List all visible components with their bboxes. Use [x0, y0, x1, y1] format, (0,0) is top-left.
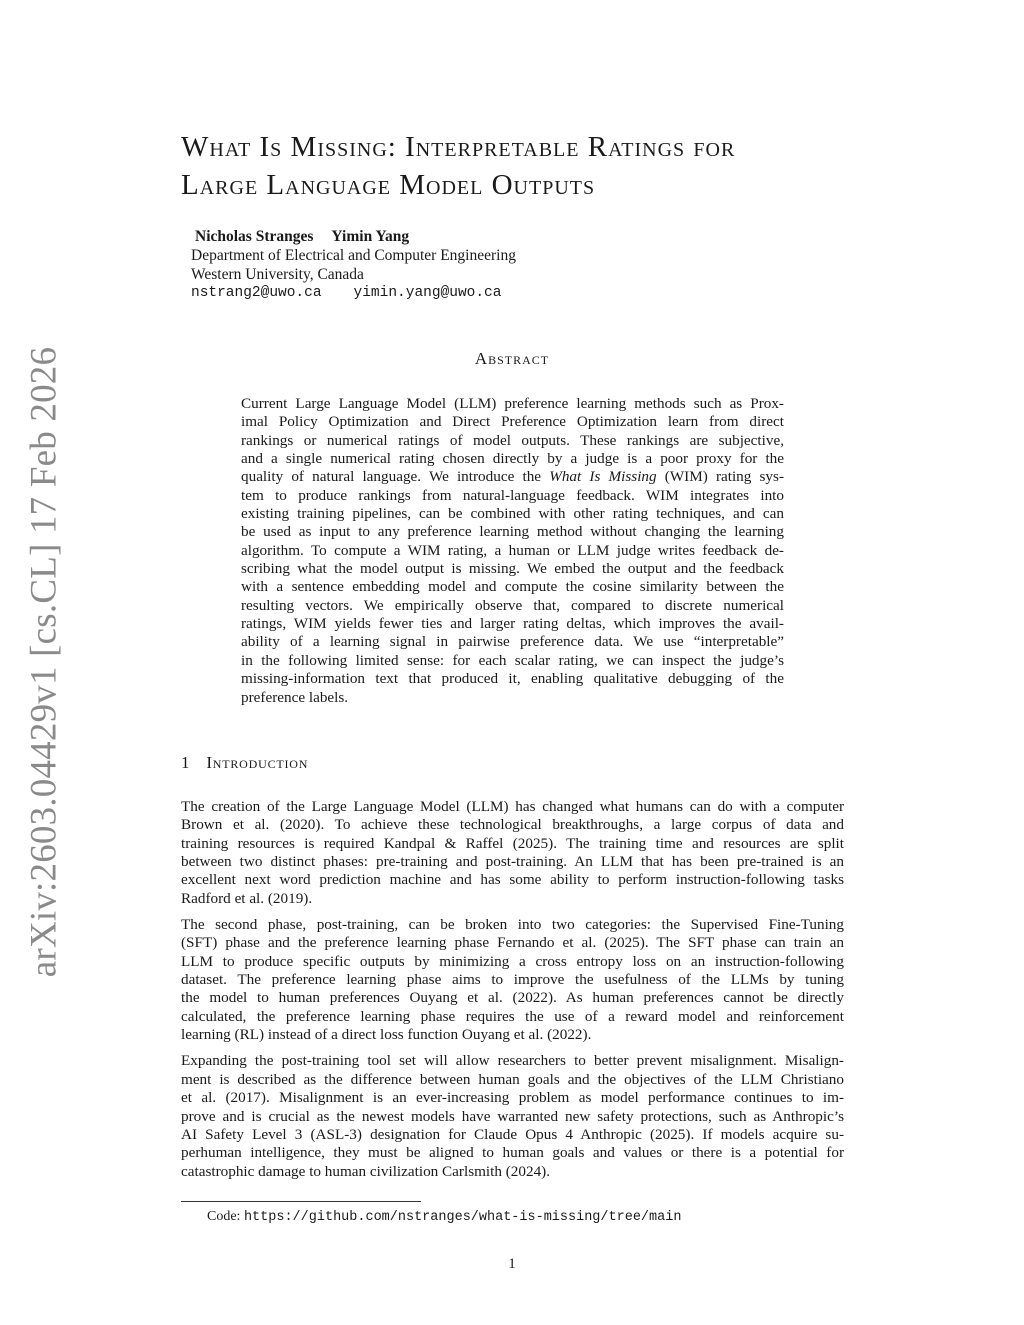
author-name: Yimin Yang	[331, 228, 410, 245]
section-heading	[181, 753, 308, 773]
paragraph	[181, 1052, 844, 1180]
paragraph-line: The creation of the Large Language Model (LLM) has changed what humans can do with a computer	[181, 798, 844, 815]
author-names	[195, 227, 516, 246]
page-number: 1	[508, 1256, 516, 1272]
paragraph-line: catastrophic damage to human civilization Carlsmith (2024).	[181, 1162, 551, 1180]
abstract-line: in the following limited sense: for each scalar rating, we can inspect the judge’s	[241, 651, 784, 669]
abstract-text: quality of natural language. We introduce the	[241, 468, 542, 486]
abstract-line: imal Policy Optimization and Direct Preference Optimization learn from direct	[241, 413, 784, 431]
paragraph	[181, 798, 844, 908]
paragraph	[181, 916, 844, 1044]
paragraph-line: (SFT) phase and the preference learning phase Fernando et al. (2025). The SFT phase can train an	[181, 934, 844, 952]
paragraph-line: ment is described as the difference between human goals and the objectives of the LLM Christiano	[181, 1070, 844, 1088]
abstract-line: resulting vectors. We empirically observe that, compared to discrete numerical	[241, 596, 784, 614]
abstract-line: be used as input to any preference learning method without changing the learning	[241, 523, 784, 541]
paragraph-line: learning (RL) instead of a direct loss function Ouyang et al. (2022).	[181, 1026, 592, 1044]
paragraph-line: prove and is crucial as the newest models have warranted new safety protections, such as Anthropic’s	[181, 1107, 844, 1125]
abstract-text: (WIM) rating sys-	[664, 468, 784, 486]
abstract-line: ability of a learning signal in pairwise preference data. We use “interpretable”	[241, 633, 784, 651]
author-institution: Western University, Canada	[191, 266, 364, 283]
paragraph-line: Expanding the post-training tool set will allow researchers to better prevent misalignment. Misalign-	[181, 1052, 844, 1070]
paragraph-line: Radford et al. (2019).	[181, 889, 313, 907]
abstract-line: missing-information text that produced it, enabling qualitative debugging of the	[241, 670, 784, 688]
abstract-line: and a single numerical rating chosen directly by a judge is a poor proxy for the	[241, 450, 784, 468]
paper-title	[181, 128, 851, 204]
title-line-1: What Is Missing: Interpretable Ratings for	[181, 131, 736, 163]
code-url-link[interactable]: https://github.com/nstranges/what-is-missing/tree/main	[243, 1210, 682, 1225]
introduction-body	[181, 798, 844, 1181]
abstract-line: scribing what the model output is missing. We embed the output and the feedback	[241, 560, 784, 578]
footnote-divider	[181, 1201, 421, 1202]
title-line-2: Large Language Model Outputs	[181, 169, 596, 201]
paragraph-line: the model to human preferences Ouyang et al. (2022). As human preferences cannot be directly	[181, 989, 844, 1007]
abstract-heading: Abstract	[474, 349, 550, 368]
paragraph-line: AI Safety Level 3 (ASL-3) designation for Claude Opus 4 Anthropic (2025). If models acquire su-	[181, 1125, 844, 1143]
abstract-line: Current Large Language Model (LLM) preference learning methods such as Prox-	[241, 395, 784, 412]
footnote	[207, 1208, 681, 1227]
paragraph-line: dataset. The preference learning phase aims to improve the usefulness of the LLMs by tuning	[181, 971, 844, 989]
abstract-line	[241, 468, 784, 486]
paragraph-line: The second phase, post-training, can be broken into two categories: the Supervised Fine-Tuning	[181, 916, 844, 934]
abstract-body	[241, 395, 784, 707]
author-emails	[191, 284, 516, 303]
abstract-line: rankings or numerical ratings of model outputs. These rankings are subjective,	[241, 431, 784, 449]
paragraph-line: excellent next word prediction machine and has some ability to perform instruction-following tasks	[181, 871, 844, 889]
author-email: nstrang2@uwo.ca	[191, 285, 322, 301]
author-block	[191, 227, 516, 303]
author-department: Department of Electrical and Computer Engineering	[191, 247, 516, 264]
arxiv-identifier: arXiv:2603.04429v1 [cs.CL] 17 Feb 2026	[23, 346, 65, 978]
paragraph-line: between two distinct phases: pre-training and post-training. An LLM that has been pre-trained is an	[181, 853, 844, 871]
wim-emphasis: What Is Missing	[549, 468, 657, 486]
paragraph-line: et al. (2017). Misalignment is an ever-increasing problem as model performance continues to im-	[181, 1089, 844, 1107]
author-name: Nicholas Stranges	[195, 228, 314, 245]
author-email: yimin.yang@uwo.ca	[353, 285, 502, 301]
paragraph-line: calculated, the preference learning phase requires the use of a reward model and reinforcement	[181, 1007, 844, 1025]
abstract-line: with a sentence embedding model and compute the cosine similarity between the	[241, 578, 784, 596]
abstract-line: preference labels.	[241, 688, 349, 706]
abstract-line: algorithm. To compute a WIM rating, a human or LLM judge writes feedback de-	[241, 541, 784, 559]
paragraph-line: perhuman intelligence, they must be aligned to human goals and values or there is a potential for	[181, 1144, 844, 1162]
footnote-label: Code:	[207, 1209, 241, 1224]
abstract-line: existing training pipelines, can be combined with other rating techniques, and can	[241, 505, 784, 523]
paragraph-line: Brown et al. (2020). To achieve these technological breakthroughs, a large corpus of data and	[181, 816, 844, 834]
paragraph-line: training resources is required Kandpal & Raffel (2025). The training time and resources are split	[181, 834, 844, 852]
abstract-line: ratings, WIM yields fewer ties and larger rating deltas, which improves the avail-	[241, 615, 784, 633]
section-number: 1	[181, 753, 191, 772]
section-title: Introduction	[206, 753, 309, 772]
paragraph-line: LLM to produce specific outputs by minimizing a cross entropy loss on an instruction-following	[181, 952, 844, 970]
abstract-line: tem to produce rankings from natural-language feedback. WIM integrates into	[241, 486, 784, 504]
